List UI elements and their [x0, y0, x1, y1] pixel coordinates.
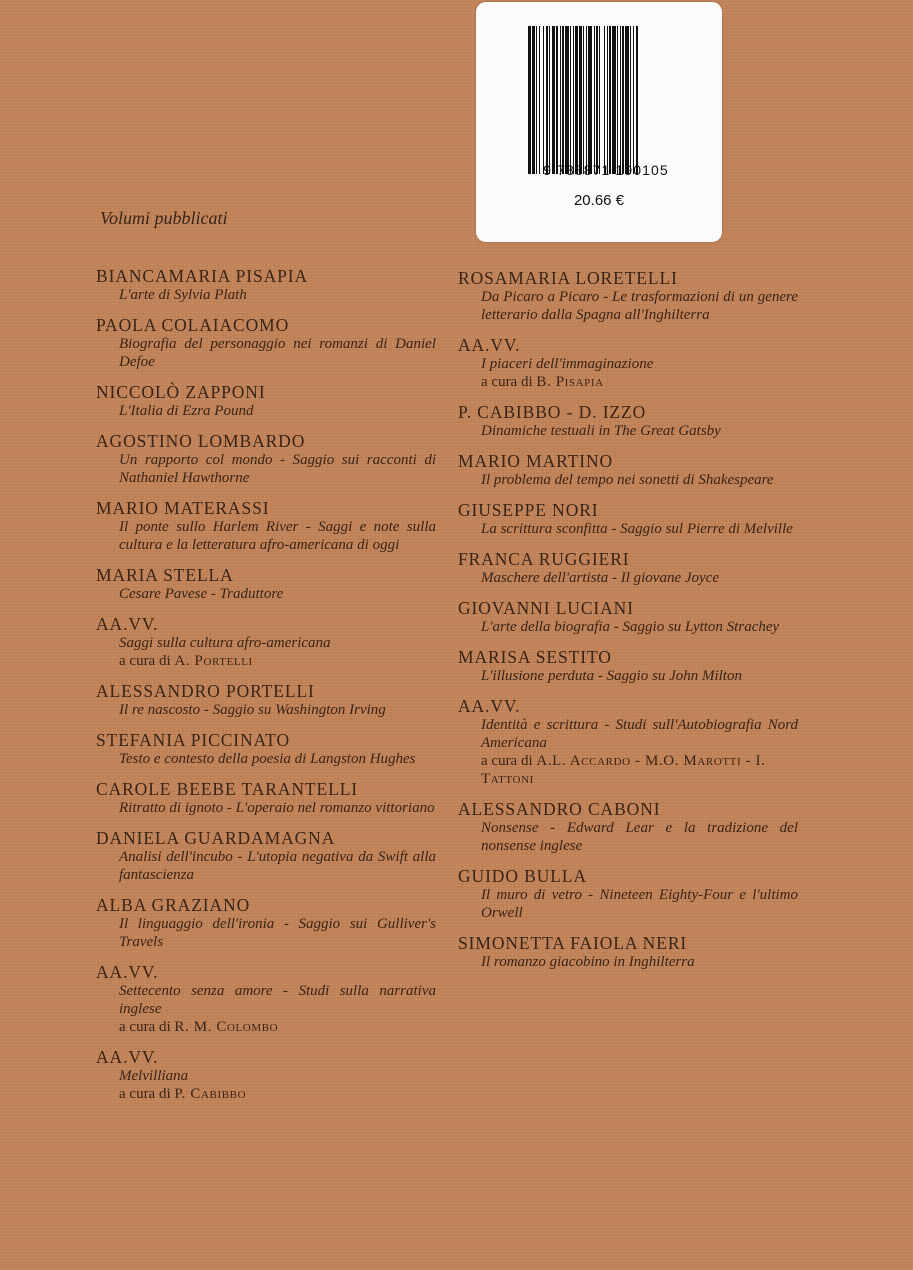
book-entry	[458, 598, 798, 636]
book-author: MARIA STELLA	[96, 565, 234, 585]
book-entry	[96, 828, 436, 884]
book-title: Il linguaggio dell'ironia - Saggio sui Gulliver's Travels	[119, 916, 436, 950]
editor-name: B. Pisapia	[536, 374, 604, 390]
book-author: MARIO MARTINO	[458, 451, 614, 471]
book-author: AA.VV.	[96, 1047, 159, 1067]
book-entry	[458, 451, 798, 489]
book-entry	[458, 696, 798, 788]
editor-prefix: a cura di	[481, 374, 533, 390]
book-entry	[96, 266, 436, 304]
book-author: ALBA GRAZIANO	[96, 895, 251, 915]
left-column-list	[96, 266, 436, 1114]
book-author: MARISA SESTITO	[458, 647, 612, 667]
book-author: STEFANIA PICCINATO	[96, 730, 290, 750]
book-author: ALESSANDRO PORTELLI	[96, 681, 315, 701]
book-author: GUIDO BULLA	[458, 866, 587, 886]
book-author: AA.VV.	[458, 696, 521, 716]
book-entry	[458, 335, 798, 391]
book-author: SIMONETTA FAIOLA NERI	[458, 933, 688, 953]
book-author: PAOLA COLAIACOMO	[96, 315, 290, 335]
book-title: L'arte di Sylvia Plath	[119, 287, 247, 303]
book-title: L'illusione perduta - Saggio su John Milton	[481, 668, 742, 684]
book-title: La scrittura sconfitta - Saggio sul Pierre di Melville	[481, 521, 793, 537]
book-author: GIUSEPPE NORI	[458, 500, 599, 520]
editor-name: A. Portelli	[174, 653, 253, 669]
editor-prefix: a cura di	[119, 653, 171, 669]
book-entry	[458, 647, 798, 685]
book-entry	[458, 799, 798, 855]
book-editor	[458, 373, 798, 391]
book-entry	[458, 500, 798, 538]
book-editor	[96, 652, 436, 670]
editor-name: R. M. Colombo	[174, 1019, 279, 1035]
book-entry	[96, 382, 436, 420]
book-author: AA.VV.	[96, 962, 159, 982]
book-title: Il re nascosto - Saggio su Washington Irving	[119, 702, 386, 718]
editor-prefix: a cura di	[481, 753, 533, 769]
book-title: Un rapporto col mondo - Saggio sui racconti di Nathaniel Hawthorne	[119, 452, 436, 486]
book-title: Settecento senza amore - Studi sulla narrativa inglese	[119, 983, 436, 1017]
book-title: Testo e contesto della poesia di Langston Hughes	[119, 751, 416, 767]
book-author: DANIELA GUARDAMAGNA	[96, 828, 336, 848]
book-entry	[96, 895, 436, 951]
book-title: Il romanzo giacobino in Inghilterra	[481, 954, 695, 970]
book-title: Il ponte sullo Harlem River - Saggi e note sulla cultura e la letteratura afro-americana di oggi	[119, 519, 436, 553]
barcode-space	[638, 26, 639, 174]
book-title: Da Picaro a Picaro - Le trasformazioni di un genere letterario dalla Spagna all'Inghilterra	[481, 289, 798, 323]
book-entry	[96, 431, 436, 487]
book-title: Identità e scrittura - Studi sull'Autobiografia Nord Americana	[481, 717, 798, 751]
book-author: ROSAMARIA LORETELLI	[458, 268, 678, 288]
book-title: L'arte della biografia - Saggio su Lytton Strachey	[481, 619, 780, 635]
book-title: Biografia del personaggio nei romanzi di Daniel Defoe	[119, 336, 436, 370]
book-author: GIOVANNI LUCIANI	[458, 598, 634, 618]
book-author: P. CABIBBO - D. IZZO	[458, 402, 647, 422]
book-entry	[96, 614, 436, 670]
book-entry	[458, 933, 798, 971]
editor-prefix: a cura di	[119, 1086, 171, 1102]
barcode-icon	[528, 26, 673, 174]
right-column-list	[458, 268, 798, 982]
book-title: Nonsense - Edward Lear e la tradizione del nonsense inglese	[481, 820, 798, 854]
book-entry	[96, 730, 436, 768]
book-entry	[96, 1047, 436, 1103]
book-title: Dinamiche testuali in The Great Gatsby	[481, 423, 721, 439]
book-entry	[96, 565, 436, 603]
book-author: BIANCAMARIA PISAPIA	[96, 266, 309, 286]
book-author: FRANCA RUGGIERI	[458, 549, 630, 569]
book-title: Il muro di vetro - Nineteen Eighty-Four e l'ultimo Orwell	[481, 887, 798, 921]
book-author: CAROLE BEEBE TARANTELLI	[96, 779, 359, 799]
book-author: ALESSANDRO CABONI	[458, 799, 661, 819]
book-author: AGOSTINO LOMBARDO	[96, 431, 306, 451]
book-author: NICCOLÒ ZAPPONI	[96, 382, 266, 402]
price-label: 20.66 €	[573, 192, 625, 209]
book-entry	[96, 779, 436, 817]
barcode-sticker	[476, 2, 722, 242]
book-author: MARIO MATERASSI	[96, 498, 270, 518]
book-title: Melvilliana	[119, 1068, 189, 1084]
section-heading: Volumi pubblicati	[100, 208, 228, 228]
book-entry	[458, 866, 798, 922]
book-title: Il problema del tempo nei sonetti di Shakespeare	[481, 472, 774, 488]
book-title: Cesare Pavese - Traduttore	[119, 586, 284, 602]
isbn-number: 9 788871 190105	[543, 162, 669, 178]
editor-prefix: a cura di	[119, 1019, 171, 1035]
book-author: AA.VV.	[96, 614, 159, 634]
book-entry	[96, 681, 436, 719]
book-title: I piaceri dell'immaginazione	[481, 356, 654, 372]
book-editor	[96, 1085, 436, 1103]
book-title: Ritratto di ignoto - L'operaio nel romanzo vittoriano	[119, 800, 435, 816]
editor-name: P. Cabibbo	[174, 1086, 247, 1102]
book-title: L'Italia di Ezra Pound	[119, 403, 254, 419]
book-entry	[96, 315, 436, 371]
book-entry	[458, 402, 798, 440]
book-editor	[96, 1018, 436, 1036]
book-entry	[96, 498, 436, 554]
book-title: Analisi dell'incubo - L'utopia negativa da Swift alla fantascienza	[119, 849, 436, 883]
book-editor	[458, 752, 798, 788]
book-entry	[96, 962, 436, 1036]
book-entry	[458, 268, 798, 324]
book-author: AA.VV.	[458, 335, 521, 355]
editor-name: A.L. Accardo - M.O. Marotti - I. Tattoni	[481, 753, 766, 787]
book-title: Saggi sulla cultura afro-americana	[119, 635, 331, 651]
book-title: Maschere dell'artista - Il giovane Joyce	[481, 570, 719, 586]
book-entry	[458, 549, 798, 587]
